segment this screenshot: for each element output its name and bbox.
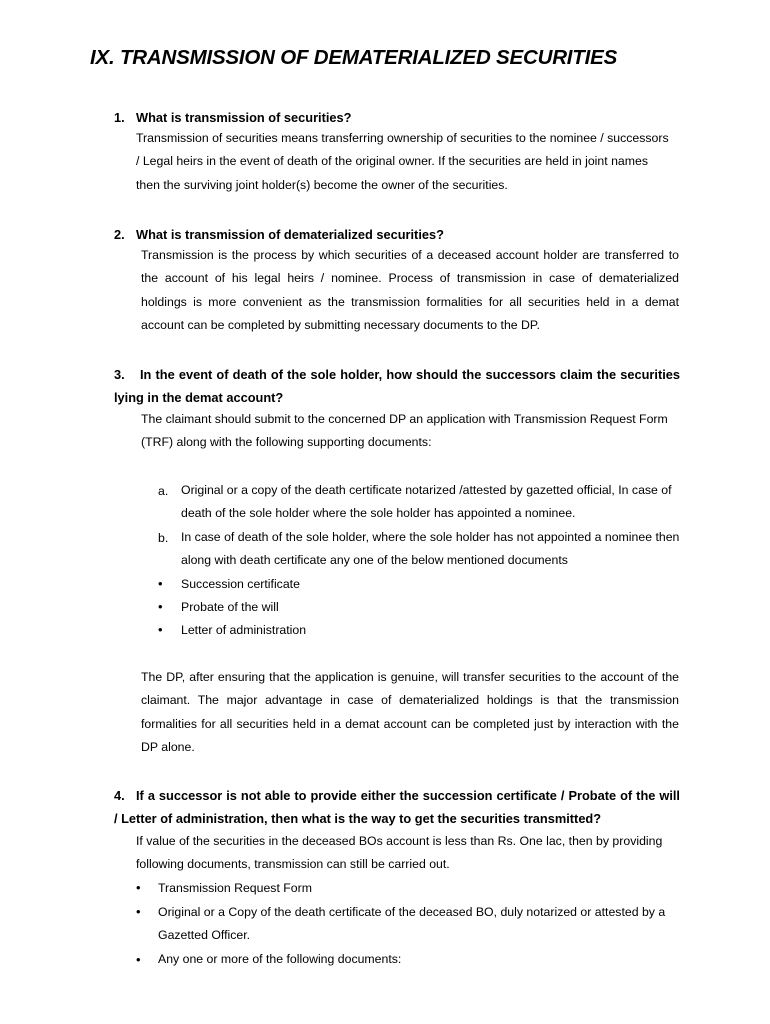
q4-bullet-item: Original or a Copy of the death certificate of the deceased BO, duly notarized or attested by a Gazetted Officer.: [158, 905, 666, 943]
q3-closing: The DP, after ensuring that the application is genuine, will transfer securities to the account of the claimant. The major advantage in case of dematerialized holdings is that the transmission formalities for all securities held in a demat account can be completed just by interaction with the DP alone.: [141, 670, 679, 755]
page-title: IX. TRANSMISSION OF DEMATERIALIZED SECURITIES: [90, 46, 618, 69]
q3-question: In the event of death of the sole holder, how should the successors claim the securities lying in the demat account?: [114, 367, 680, 405]
q2-heading: [114, 227, 444, 242]
q3-bullet-item: Probate of the will: [181, 600, 279, 614]
q1-question: What is transmission of securities?: [136, 110, 352, 125]
q4-number: 4.: [114, 788, 125, 803]
bullet-icon: •: [136, 952, 141, 967]
q4-heading: [114, 784, 680, 830]
q4-intro: If value of the securities in the deceased BOs account is less than Rs. One lac, then by providing following documents, transmission can still be carried out.: [136, 834, 663, 872]
q2-answer: Transmission is the process by which securities of a deceased account holder are transferred to the account of his legal heirs / nominee. Process of transmission in case of dematerialized holdings is more convenient as the transmission formalities for all securities held in a demat account can be completed by submitting necessary documents to the DP.: [141, 248, 679, 333]
q1-answer-line: / Legal heirs in the event of death of the original owner. If the securities are held in joint names: [136, 154, 648, 169]
bullet-icon: •: [136, 880, 141, 895]
q3-bullet-item: Succession certificate: [181, 577, 300, 591]
q2-number: 2.: [114, 227, 125, 242]
q3-item-text: In case of death of the sole holder, where the sole holder has not appointed a nominee then along with death certificate any one of the below mentioned documents: [181, 530, 680, 568]
q4-question: If a successor is not able to provide either the succession certificate / Probate of the will / Letter of administration, then what is the way to get the securities transmitted?: [114, 788, 680, 826]
q1-number: 1.: [114, 110, 125, 125]
bullet-icon: •: [158, 622, 163, 637]
q3-item-marker: a.: [158, 484, 169, 498]
q3-number: 3.: [114, 367, 125, 382]
q3-heading: [114, 363, 680, 409]
q1-answer-line: Transmission of securities means transferring ownership of securities to the nominee / successors: [136, 131, 669, 145]
bullet-icon: •: [158, 599, 163, 614]
q3-bullet-item: Letter of administration: [181, 623, 307, 637]
q3-item-text: Original or a copy of the death certificate notarized /attested by gazetted official, In case of death of the sole holder where the sole holder has appointed a nominee.: [181, 483, 672, 521]
q3-intro: The claimant should submit to the concerned DP an application with Transmission Request Form (TRF) along with the following supporting documents:: [141, 412, 668, 450]
q4-bullet-item: Transmission Request Form: [158, 881, 312, 895]
q2-question: What is transmission of dematerialized securities?: [136, 227, 444, 242]
q3-item-marker: b.: [158, 531, 169, 545]
bullet-icon: •: [136, 904, 141, 919]
q4-bullet-item: Any one or more of the following documents:: [158, 952, 402, 966]
q1-answer-line: then the surviving joint holder(s) become the owner of the securities.: [136, 177, 508, 192]
q1-heading: [114, 110, 351, 125]
bullet-icon: •: [158, 576, 163, 591]
q1-answer: [136, 127, 696, 197]
